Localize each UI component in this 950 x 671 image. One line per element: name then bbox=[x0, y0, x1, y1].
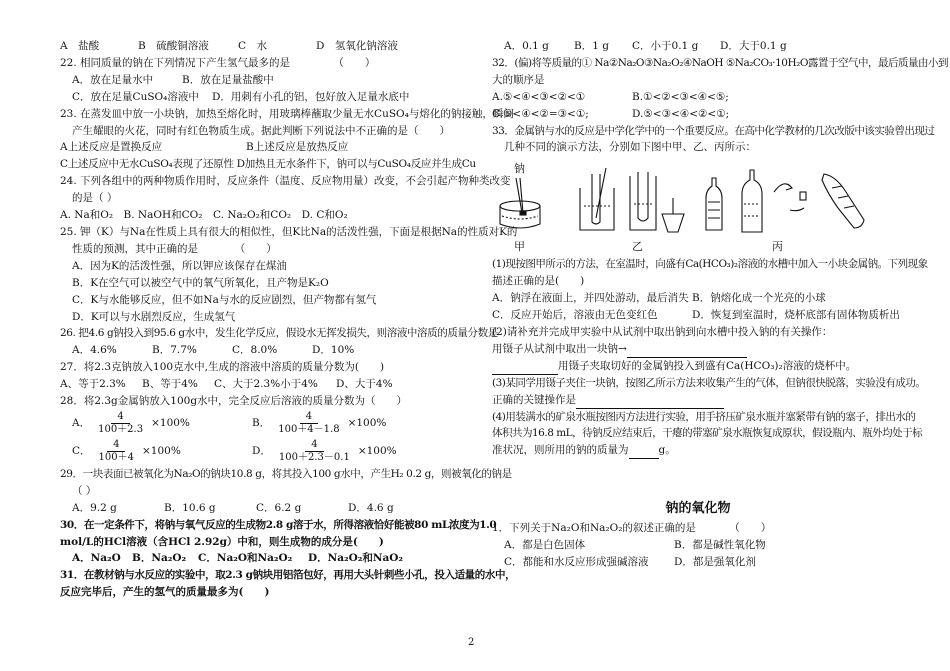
left-column bbox=[60, 38, 518, 601]
q32-option-a: A.⑤<④<③<②<① bbox=[492, 90, 586, 103]
q26-stem: 26. 把4.6 g钠投入到95.6 g水中，发生化学反应，假设水无挥发损失，则溶液中溶质的质量分数是 bbox=[60, 327, 498, 340]
q23-option-a: A上述反应是置换反应 bbox=[60, 141, 163, 154]
q30-option-a: A．Na₂O bbox=[72, 552, 121, 565]
q33-3-line-2: 正确的关键操作是 bbox=[492, 392, 904, 409]
q33-1-option-b: B．钠熔化成一个光亮的小球 bbox=[692, 292, 826, 305]
q25-option-d: D．K可以与水剧烈反应，生成氢气 bbox=[72, 310, 236, 323]
figure-label-jia: 甲 bbox=[514, 240, 525, 254]
q31-option-b: B．1 g bbox=[574, 40, 609, 52]
q33-line-1: 33．金属钠与水的反应是中学化学中的一个重要反应。在高中化学教材的几次改版中该实验曾出现过 bbox=[492, 124, 935, 137]
q29-line-1: 29．一块表面已被氧化为Na₂O的钠块10.8 g，将其投入100 g水中，产生H₂ 0.2 g，则被氧化的钠是 bbox=[60, 467, 512, 480]
q31-line-1: 31．在教材钠与水反应的实验中，取2.3 g钠块用铝箔包好，再用大头针刺些小孔，投入适量的水中， bbox=[60, 569, 516, 582]
q25-line-2: 性质的预测，其中正确的是 （ ） bbox=[72, 242, 277, 255]
s1-option-d: D．都是强氧化剂 bbox=[674, 555, 756, 568]
q28-option-a: A． $\frac{4}{100+2.3}$ ×100% bbox=[72, 411, 190, 436]
q24-line-1: 24. 下列各组中的两种物质作用时，反应条件（温度、反应物用量）改变，不会引起产物种类改变 bbox=[60, 175, 511, 188]
s1-stem: 1．下列关于Na₂O和Na₂O₂的叙述正确的是 （ ） bbox=[492, 522, 772, 535]
q31-option-a: A．0.1 g bbox=[504, 40, 549, 52]
q26-option-b: B．7.7% bbox=[152, 344, 197, 357]
q29-option-b: B．10.6 g bbox=[164, 501, 216, 514]
q25-option-a: A．因为K的活泼性强，所以钾应该保存在煤油 bbox=[72, 259, 287, 272]
q29-line-2: （ ） bbox=[72, 484, 97, 497]
q33-2-line-2: 用镊子从试剂中取出一块钠→ bbox=[492, 341, 904, 358]
figure-label-bing: 丙 bbox=[772, 240, 783, 254]
figure-label-yi: 乙 bbox=[632, 240, 643, 254]
q33-1-option-d: D．恢复到室温时，烧杯底部有固体物质析出 bbox=[692, 309, 900, 322]
q27-option-b: B、等于4% bbox=[142, 378, 198, 391]
q24-options: A. Na和O₂ B. NaOH和CO₂ C. Na₂O₂和CO₂ D. C和O₂ bbox=[60, 209, 348, 222]
q24-line-2: 的是（ ） bbox=[72, 192, 118, 205]
q21-option-d: D 氢氧化钠溶液 bbox=[316, 40, 398, 52]
q31-option-c: C．小于0.1 g bbox=[632, 40, 699, 52]
q23-line-1: 23. 在蒸发皿中放一小块钠，加热至熔化时，用玻璃棒蘸取少量无水CuSO₄与熔化的钠接触，瞬间 bbox=[60, 107, 514, 120]
q33-2-line-1: (2)请补充并完成甲实验中从试剂中取出钠到向水槽中投入钠的有关操作： bbox=[492, 325, 833, 338]
apparatus-diagram bbox=[492, 158, 904, 254]
q31-option-d: D．大于0.1 g bbox=[720, 40, 787, 52]
q21-option-b: B 硫酸铜溶液 bbox=[138, 40, 209, 52]
trough-apparatus bbox=[500, 178, 540, 228]
q21-options bbox=[60, 38, 470, 55]
q29-option-a: A．9.2 g bbox=[72, 501, 117, 514]
q30-option-b: B．Na₂O₂ bbox=[132, 552, 187, 565]
s1-option-b: B．都是碱性氧化物 bbox=[674, 539, 766, 552]
q32-option-b: B.①<②<③<④<⑤; bbox=[632, 90, 729, 103]
q29-option-d: D．4.6 g bbox=[348, 501, 394, 514]
q27-stem: 27．将2.3克钠放入100克水中,生成的溶液中溶质的质量分数为( ) bbox=[60, 361, 385, 374]
q30-line-2: mol/L的HCl溶液（含HCl 2.92g）中和，则生成物的成分是( ) bbox=[60, 535, 384, 548]
page-number: 2 bbox=[468, 637, 475, 648]
q33-1-option-c: C．反应开始后，溶液由无色变红色 bbox=[492, 309, 658, 322]
q25-option-c: C．K与水能够反应，但不如Na与水的反应剧烈，但产物都有氢气 bbox=[72, 293, 377, 306]
q23-option-cd: C上述反应中无水CuSO₄表现了还原性 D加热且无水条件下，钠可以与CuSO₄反应并生成Cu bbox=[60, 158, 476, 171]
q28-option-b: B． $\frac{4}{100+4-1.8}$ ×100% bbox=[252, 411, 387, 436]
q33-4-line-1: (4)用装满水的矿泉水瓶按图丙方法进行实验，用手挤压矿泉水瓶并塞紧带有钠的塞子，排出水的 bbox=[492, 410, 916, 423]
q22-option-a: A．放在足量水中 bbox=[72, 73, 154, 86]
bottle-apparatus bbox=[706, 170, 864, 232]
q32-line-2: 大的顺序是 bbox=[492, 73, 545, 86]
q28-stem: 28．将2.3g金属钠放入100g水中，完全反应后溶液的质量分数为（ ） bbox=[60, 395, 408, 408]
q30-option-d: D．Na₂O₂和NaO₂ bbox=[308, 552, 403, 565]
q28-option-d: D． $\frac{4}{100+2.3-0.1}$ ×100% bbox=[252, 439, 397, 464]
q27-option-a: A、等于2.3% bbox=[60, 378, 126, 391]
q31-line-2: 反应完毕后，产生的氢气的质量最多为( ) bbox=[60, 586, 270, 599]
q33-4-line-3: 准状况，则所用的钠的质量为 g。 bbox=[492, 442, 904, 459]
q22-option-c: C．放在足量CuSO₄溶液中 bbox=[72, 90, 199, 103]
q33-3-line-1: (3)某同学用镊子夹住一块钠，按图乙所示方法来收集产生的气体，但钠很快脱落，实验没有成功。 bbox=[492, 376, 926, 389]
q26-option-d: D．10% bbox=[312, 344, 355, 357]
q22-stem: 22. 相同质量的钠在下列情况下产生氢气最多的是 （ ） bbox=[60, 56, 376, 69]
q27-option-d: D、大于4% bbox=[336, 378, 393, 391]
q30-option-c: C．Na₂O和Na₂O₂ bbox=[198, 552, 293, 565]
q25-line-1: 25. 钾（K）与Na在性质上具有很大的相似性，但K比Na的活泼性强，下面是根据Na的性质对K的 bbox=[60, 225, 518, 238]
beaker-apparatus bbox=[580, 168, 684, 232]
section-title: 钠的氧化物 bbox=[665, 501, 731, 517]
s1-option-c: C．都能和水反应形成强碱溶液 bbox=[504, 555, 649, 568]
q22-option-b: B．放在足量盐酸中 bbox=[182, 73, 274, 86]
q33-4-line-2: 体积共为16.8 mL，待钠反应结束后，干瘪的带塞矿泉水瓶恢复成原状，假设瓶内、瓶外均处于标 bbox=[492, 427, 923, 440]
q25-option-b: B．K在空气可以被空气中的氧气所氧化，且产物是K₂O bbox=[72, 276, 329, 289]
q27-option-c: C、大于2.3%小于4% bbox=[214, 378, 318, 391]
q33-line-2: 几种不同的演示方法，分别如下图中甲、乙、丙所示： bbox=[504, 141, 756, 154]
q26-option-a: A．4.6% bbox=[72, 344, 117, 357]
q23-line-2: 产生耀眼的火花，同时有红色物质生成。据此判断下列说法中不正确的是（ ） bbox=[72, 124, 450, 137]
q29-option-c: C．6.2 g bbox=[256, 501, 302, 514]
q33-apparatus-figure bbox=[492, 158, 904, 254]
q23-option-b: B上述反应是放热反应 bbox=[246, 141, 349, 154]
q32-line-1: 32．(偏)将等质量的① Na②Na₂O③Na₂O₂④NaOH ⑤Na₂CO₃·10H₂O露置于空气中，最后质量由小到 bbox=[492, 56, 948, 69]
q33-2-line-3: 用镊子夹取切好的金属钠投入到盛有Ca(HCO₃)₂溶液的烧杯中。 bbox=[492, 358, 904, 375]
answer-blank bbox=[629, 458, 659, 459]
q28-option-c: C． $\frac{4}{100+4}$ ×100% bbox=[72, 439, 181, 464]
q32-option-c: C.⑤<④<②=③<①; bbox=[492, 107, 589, 120]
q33-1-option-a: A．钠浮在液面上，并四处游动，最后消失 bbox=[492, 292, 689, 305]
q32-option-d: D.⑤<③<④<②<①; bbox=[632, 107, 730, 120]
figure-label-na: 钠 bbox=[514, 162, 525, 176]
q33-1-line-2: 描述正确的是( ) bbox=[492, 275, 585, 288]
q30-line-1: 30．在一定条件下，将钠与氧气反应的生成物2.8 g溶于水，所得溶液恰好能被80 mL浓度为1.0 bbox=[60, 518, 497, 531]
q21-option-c: C 水 bbox=[238, 40, 268, 52]
q22-option-d: D．用刺有小孔的铝，包好放入足量水底中 bbox=[212, 90, 410, 103]
q21-option-a: A 盐酸 bbox=[60, 40, 100, 52]
q33-1-line-1: (1)现按图甲所示的方法，在室温时，向盛有Ca(HCO₃)₂溶液的水槽中加入一小块金属钠。下列现象 bbox=[492, 258, 928, 271]
q26-option-c: C．8.0% bbox=[232, 344, 278, 357]
right-column bbox=[492, 38, 948, 571]
s1-option-a: A．都是白色固体 bbox=[504, 539, 586, 552]
